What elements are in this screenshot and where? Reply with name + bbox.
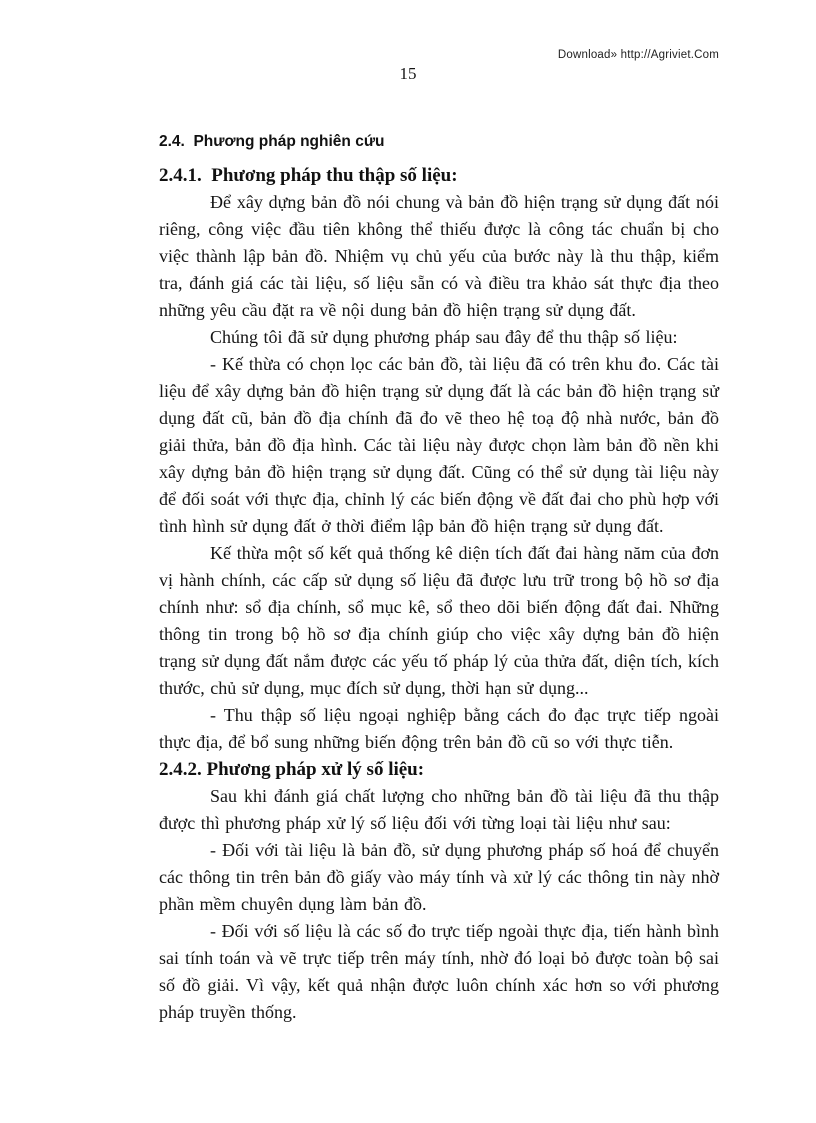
paragraph-field-survey: - Thu thập số liệu ngoại nghiệp bằng cách đo đạc trực tiếp ngoài thực địa, để bổ sung những biến động trên bản đồ cũ so với thực tiễn. — [159, 705, 719, 752]
paragraph-inherit-maps: - Kế thừa có chọn lọc các bản đồ, tài liệu đã có trên khu đo. Các tài liệu để xây dựng bản đồ hiện trạng sử dụng đất là các bản đồ hiện trạng sử dụng đất cũ, bản đồ địa chính đã đo vẽ theo hệ toạ độ nhà nước, bản đồ giải thửa, bản đồ địa hình. Các tài liệu này được chọn làm bản đồ nền khi xây dựng bản đồ hiện trạng sử dụng đất. Cũng có thể sử dụng tài liệu này để đối soát với thực địa, chỉnh lý các biến động về đất đai cho phù hợp với tình hình sử dụng đất ở thời điểm lập bản đồ hiện trạng sử dụng đất. — [159, 354, 719, 536]
paragraph-intro: Để xây dựng bản đồ nói chung và bản đồ hiện trạng sử dụng đất nói riêng, công việc đầu tiên không thể thiếu được là công tác chuẩn bị cho việc thành lập bản đồ. Nhiệm vụ chủ yếu của bước này là thu thập, kiểm tra, đánh giá các tài liệu, số liệu sẵn có và điều tra khảo sát thực địa theo những yêu cầu đặt ra về nội dung bản đồ hiện trạng sử dụng đất. — [159, 192, 719, 320]
header-download-link: Download» http://Agriviet.Com — [557, 49, 719, 61]
paragraph-inherit-statistics: Kế thừa một số kết quả thống kê diện tích đất đai hàng năm của đơn vị hành chính, các cấp sử dụng số liệu đã được lưu trữ trong bộ hồ sơ địa chính như: sổ địa chính, sổ mục kê, sổ theo dõi biến động đất đai. Những thông tin trong bộ hồ sơ địa chính giúp cho việc xây dựng bản đồ hiện trạng sử dụng đất nắm được các yếu tố pháp lý của thửa đất, diện tích, kích thước, chủ sử dụng, mục đích sử dụng, thời hạn sử dụng... — [159, 543, 719, 698]
section-heading-2-4: 2.4. Phương pháp nghiên cứu — [159, 133, 385, 150]
paragraph-direct-measure: - Đối với số liệu là các số đo trực tiếp ngoài thực địa, tiến hành bình sai tính toán và vẽ trực tiếp trên máy tính, nhờ đó loại bỏ được toàn bộ sai số đồ giải. Vì vậy, kết quả nhận được luôn chính xác hơn so với phương pháp truyền thống. — [159, 921, 719, 1022]
subsection-heading-2-4-2: 2.4.2. Phương pháp xử lý số liệu: — [159, 759, 425, 780]
page-number: 15 — [399, 64, 417, 83]
paragraph-processing-lead: Sau khi đánh giá chất lượng cho những bản đồ tài liệu đã thu thập được thì phương pháp xử lý số liệu đối với từng loại tài liệu như sau: — [159, 786, 719, 833]
paragraph-methods-lead: Chúng tôi đã sử dụng phương pháp sau đây để thu thập số liệu: — [210, 327, 678, 347]
subsection-heading-2-4-1: 2.4.1. Phương pháp thu thập số liệu: — [159, 165, 458, 186]
paragraph-digitize: - Đối với tài liệu là bản đồ, sử dụng phương pháp số hoá để chuyển các thông tin trên bản đồ giấy vào máy tính và xử lý các thông tin này nhờ phần mềm chuyên dụng làm bản đồ. — [159, 840, 719, 914]
page-content — [159, 132, 719, 1026]
